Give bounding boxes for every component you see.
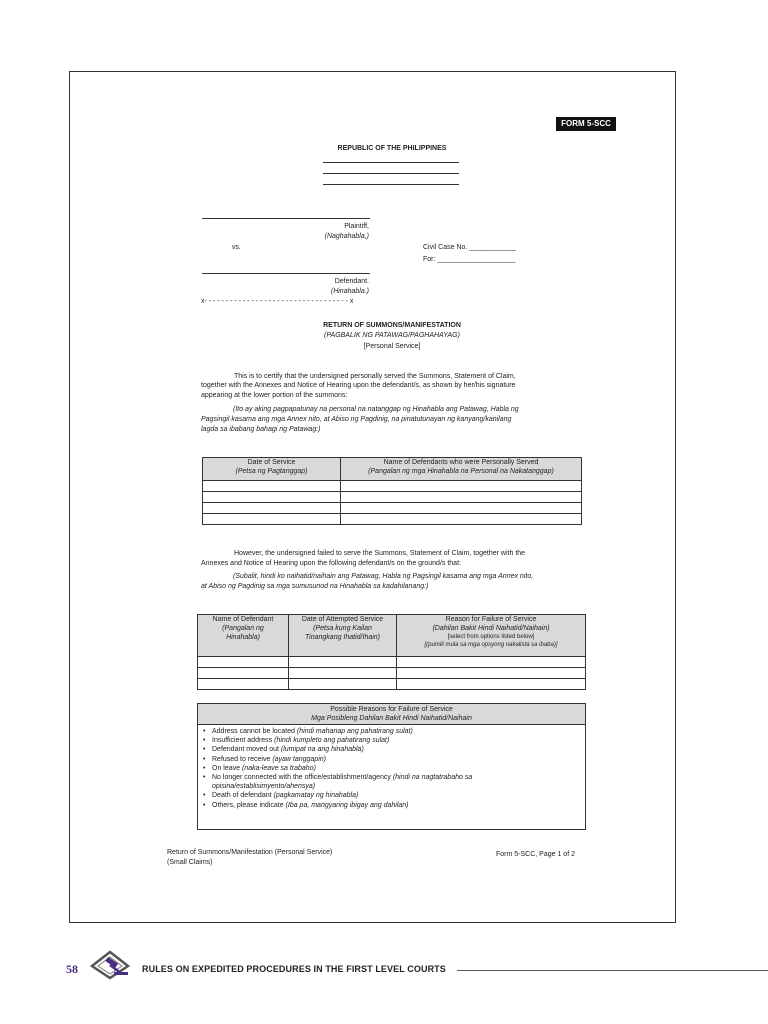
date-attempted-header: Date of Attempted Service (Petsa kung Kailan Tinangkang Ihatid/Ihain) [289,615,397,657]
reason-item: • Insufficient address (hindi kumpleto ang pahatirang sulat) [212,736,585,745]
name-of-defendant-header: Name of Defendant (Pangalan ng Hinahabla) [198,615,289,657]
table-cell[interactable] [289,668,397,679]
para1-line-2: together with the Annexes and Notice of Hearing upon the defendant/s, as shown by her/his signature [201,382,516,389]
table-cell[interactable] [341,514,582,525]
table-cell[interactable] [397,668,586,679]
table-cell[interactable] [341,492,582,503]
page-number: 58 [66,962,78,976]
para1-line-1: This is to certify that the undersigned personally served the Summons, Statement of Claim, [234,373,516,380]
versus-label: vs. [232,244,241,251]
defendants-served-header: Name of Defendants who were Personally Served (Pangalan ng mga Hinahabla na Personal na Nakatanggap) [341,458,582,481]
para2-tl-1: (Subalit, hindi ko naihatid/naihain ang Patawag, Habla ng Pagsingil kasama ang mga Annex nito, [233,573,534,580]
plaintiff-label: Plaintiff, [344,223,369,230]
para2-tl-2: at Abiso ng Pagdinig sa mga sumusunod na Hinahabla sa kadahilanang:) [201,583,429,590]
book-title: RULES ON EXPEDITED PROCEDURES IN THE FIRST LEVEL COURTS [142,964,446,974]
reason-item: • Others, please indicate (Iba pa, mangyaring ibigay ang dahilan) [212,801,585,810]
court-line-3 [323,184,459,185]
table-cell[interactable] [203,492,341,503]
table-cell[interactable] [203,503,341,514]
reason-failure-header: Reason for Failure of Service (Dahilan Bakit Hindi Naihatid/Naihain) [select from options listed below] [(pumili mula sa mga opsyong nakalista sa ibaba)] [397,615,586,657]
reason-item-continued: opisina/establisimyento/ahensya) [212,783,316,791]
reason-item: • No longer connected with the office/establishment/agency (hindi na nagtatrabaho sa [212,773,585,782]
reason-item: • On leave (naka-leave sa trabaho) [212,764,585,773]
form-footer-subtitle: (Small Claims) [167,859,213,866]
table-cell[interactable] [289,657,397,668]
reasons-list [198,727,585,810]
defendant-label: Defendant. [334,278,369,285]
possible-reasons-box [197,703,586,830]
reasons-header: Possible Reasons for Failure of Service Mga Posibleng Dahilan Bakit Hindi Naihatid/Naihain [198,704,585,725]
civil-case-no: Civil Case No. ____________ [423,244,517,251]
table-cell[interactable] [198,679,289,690]
caption-separator: x- - - - - - - - - - - - - - - - - - - - - - - - - - - - - - - - - - x [201,298,354,305]
para1-tl-3: lagda sa ibabang bahagi ng Patawag:) [201,426,321,433]
form-footer-title: Return of Summons/Manifestation (Personal Service) [167,849,333,856]
table-cell[interactable] [198,668,289,679]
personal-service-table [202,457,582,525]
plaintiff-label-tl: (Naghahabla,) [324,233,369,240]
form-page-indicator: Form 5-SCC, Page 1 of 2 [496,851,575,858]
gavel-logo-icon [88,948,136,980]
para1-line-3: appearing at the lower portion of the summons: [201,392,348,399]
plaintiff-line [202,218,370,219]
para2-line-2: Annexes and Notice of Hearing upon the following defendant/s on the ground/s that: [201,560,461,567]
reason-item: • Address cannot be located (hindi mahanap ang pahatirang sulat) [212,727,585,736]
para1-tl-1: (Ito ay aking pagpapatunay na personal na natanggap ng Hinahabla ang Patawag, Habla ng [233,406,519,413]
table-cell[interactable] [203,514,341,525]
table-cell[interactable] [203,481,341,492]
court-line-2 [323,173,459,174]
table-cell[interactable] [289,679,397,690]
document-title-tl: (PAGBALIK NG PATAWAG/PAGHAHAYAG) [324,332,460,339]
form-code-badge: FORM 5-SCC [556,117,616,131]
reason-item: • Refused to receive (ayaw tanggapin) [212,755,585,764]
date-of-service-header: Date of Service (Petsa ng Pagtanggap) [203,458,341,481]
table-cell[interactable] [397,657,586,668]
footer-rule [457,970,768,971]
reason-item: • Defendant moved out (lumipat na ang hinahabla) [212,745,585,754]
document-title: RETURN OF SUMMONS/MANIFESTATION [323,322,461,329]
para2-line-1: However, the undersigned failed to serve the Summons, Statement of Claim, together with the [234,550,526,557]
table-cell[interactable] [341,481,582,492]
table-cell[interactable] [198,657,289,668]
table-cell[interactable] [341,503,582,514]
reason-item: • Death of defendant (pagkamatay ng hinahabla) [212,791,585,800]
defendant-label-tl: (Hinahabla.) [330,288,369,295]
defendant-line [202,273,370,274]
court-line-1 [323,162,459,163]
republic-heading: REPUBLIC OF THE PHILIPPINES [337,145,447,152]
failed-service-table [197,614,586,690]
for-field: For: ____________________ [423,256,516,263]
table-cell[interactable] [397,679,586,690]
para1-tl-2: Pagsingil kasama ang mga Annex nito, at Abiso ng Pagdinig, na pinatutunayan ng kanyang/kanilang [201,416,512,423]
document-subtitle: [Personal Service] [363,343,421,350]
